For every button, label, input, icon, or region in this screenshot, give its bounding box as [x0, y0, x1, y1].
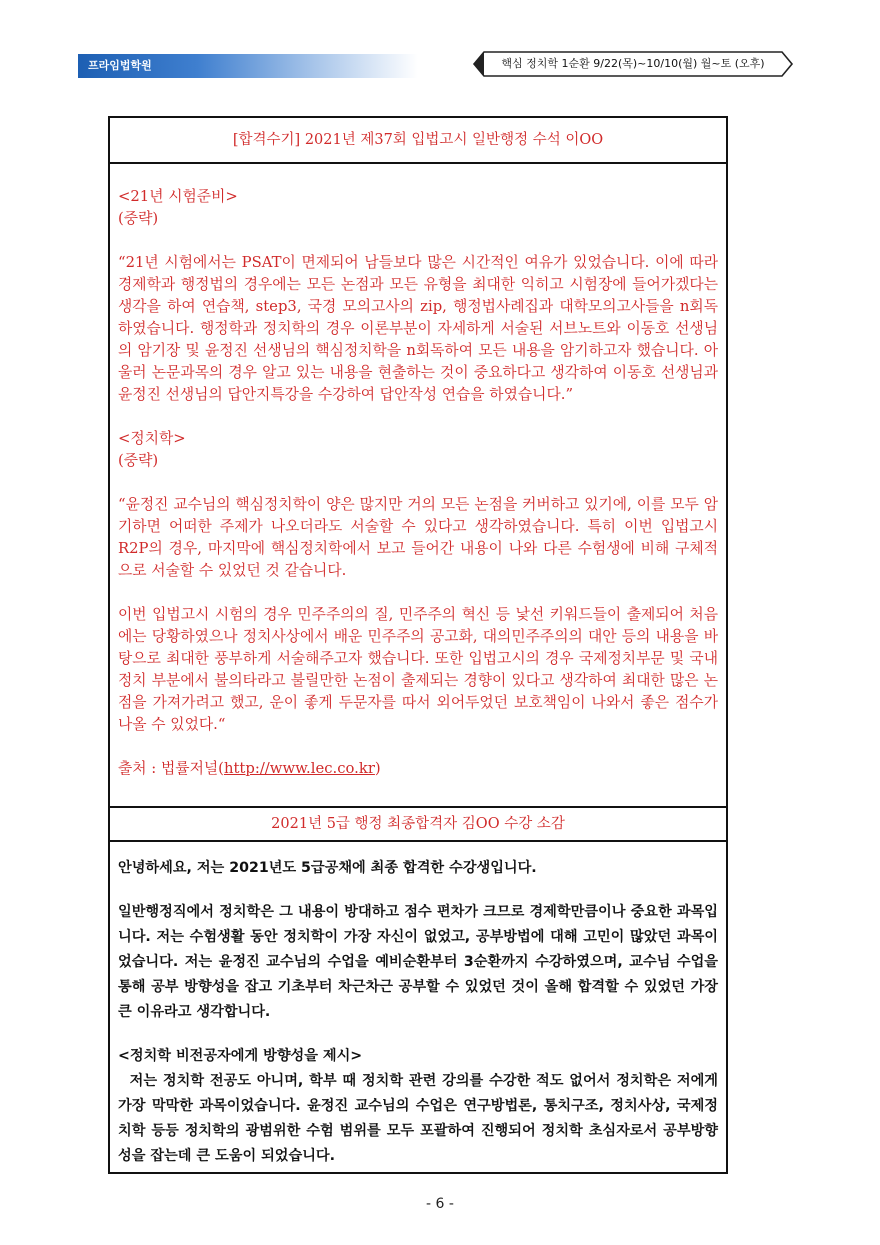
section1-body — [110, 164, 726, 806]
section2-para1: 안녕하세요, 저는 2021년도 5급공채에 최종 합격한 수강생입니다. — [118, 860, 537, 876]
section2-body — [110, 842, 726, 1169]
block2-heading: <정치학> — [118, 430, 186, 447]
section2-para3: 저는 정치학 전공도 아니며, 학부 때 정치학 관련 강의를 수강한 적도 없어서 정치학은 저에게 가장 막막한 과목이었습니다. 윤정진 교수님의 수업은 연구방법론, 통치구조, 정치사상, 국제정치학 등등 정치학의 광범위한 수험 범위를 모두 포괄하여 진행되어 정치학 초심자로서 공부방향성을 잡는데 큰 도움이 되었습니다. — [118, 1073, 723, 1164]
section2-title: 2021년 5급 행정 최종합격자 김OO 수강 소감 — [110, 806, 726, 842]
source-prefix: 출처 : 법률저널( — [118, 760, 224, 777]
source-suffix: ) — [374, 760, 381, 777]
block1-heading: <21년 시험준비> — [118, 188, 238, 205]
block1-quote: “21년 시험에서는 PSAT이 면제되어 남들보다 많은 시간적인 여유가 있었습니다. 이에 따라 경제학과 행정법의 경우에는 모든 논점과 모든 유형을 최대한 익히고 시험장에 들어가겠다는 생각을 하여 연습책, step3, 국경 모의고사의 zip, 행정법사례집과 대학모의고사들을 n회독 하였습니다. 행정학과 정치학의 경우 이론부분이 자세하게 서술된 서브노트와 이동호 선생님의 암기장 및 윤정진 선생님의 핵심정치학을 n회독하여 모든 내용을 암기하고자 했습니다. 아울러 논문과목의 경우 알고 있는 내용을 현출하는 것이 중요하다고 생각하여 이동호 선생님과 윤정진 선생님의 답안지특강을 수강하여 답안작성 연습을 하였습니다.” — [118, 254, 718, 403]
section2-heading: <정치학 비전공자에게 방향성을 제시> — [118, 1048, 363, 1064]
section2-para2: 일반행정직에서 정치학은 그 내용이 방대하고 점수 편차가 크므로 경제학만큼이나 중요한 과목입니다. 저는 수험생활 동안 정치학이 가장 자신이 없었고, 공부방법에 대해 고민이 많았던 과목이었습니다. 저는 윤정진 교수님의 수업을 예비순환부터 3순환까지 수강하였으며, 교수님 수업을 통해 공부 방향성을 잡고 기초부터 차근차근 공부할 수 있었던 것이 올해 합격할 수 있었던 가장 큰 이유라고 생각합니다. — [118, 904, 718, 1020]
source-line — [118, 758, 718, 780]
block2-omit: (중략) — [118, 452, 159, 469]
section1-title: [합격수기] 2021년 제37회 입법고시 일반행정 수석 이OO — [110, 118, 726, 164]
testimonial-box — [108, 116, 728, 1174]
course-badge — [472, 50, 794, 78]
source-link[interactable]: http://www.lec.co.kr — [223, 760, 375, 777]
block2-paragraph: 이번 입법고시 시험의 경우 민주주의의 질, 민주주의 혁신 등 낯선 키워드들이 출제되어 처음에는 당황하였으나 정치사상에서 배운 민주주의 공고화, 대의민주주의의 대안 등의 내용을 바탕으로 최대한 풍부하게 서술해주고자 했습니다. 또한 입법고시의 경우 국제정치부문 및 국내정치 부분에서 불의타라고 불릴만한 논점이 출제되는 경향이 있다고 생각하여 최대한 많은 논점을 가져가려고 했고, 운이 좋게 두문자를 따서 외어두었던 보호책임이 나와서 좋은 점수가 나올 수 있었다.“ — [118, 606, 718, 733]
block1-omit: (중략) — [118, 210, 159, 227]
page-number: - 6 - — [426, 1196, 454, 1212]
academy-name: 프라임법학원 — [88, 59, 152, 72]
course-badge-text: 핵심 정치학 1순환 9/22(목)~10/10(월) 월~토 (오후) — [501, 57, 765, 70]
block2-quote: “윤정진 교수님의 핵심정치학이 양은 많지만 거의 모든 논점을 커버하고 있기에, 이를 모두 암기하면 어떠한 주제가 나오더라도 서술할 수 있다고 생각하였습니다. 특히 이번 입법고시 R2P의 경우, 마지막에 핵심정치학에서 보고 들어간 내용이 나와 다른 수험생에 비해 구체적으로 서술할 수 있었던 것 같습니다. — [118, 496, 718, 579]
